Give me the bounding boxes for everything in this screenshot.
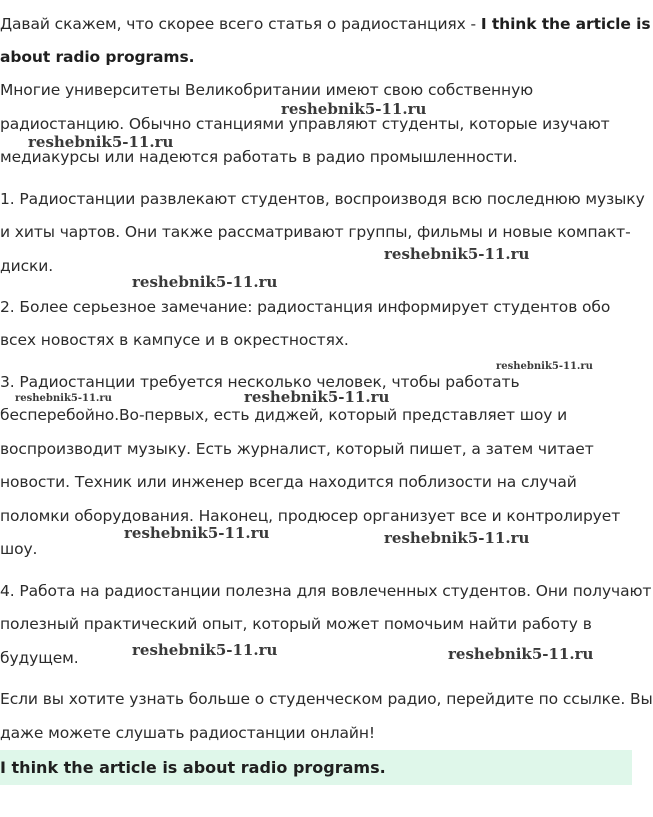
paragraph-line: 4. Работа на радиостанции полезна для вовлеченных студентов. Они получают [0,582,652,600]
paragraph-line: Если вы хотите узнать больше о студенческом радио, перейдите по ссылке. Вы [0,690,653,708]
paragraph-line: медиакурсы или надеются работать в радио промышленности. [0,148,518,166]
paragraph-line: и хиты чартов. Они также рассматривают группы, фильмы и новые компакт- [0,223,631,241]
paragraph-line: 2. Более серьезное замечание: радиостанция информирует студентов обо [0,298,611,316]
intro-line-1 [0,14,650,34]
watermark: reshebnik5-11.ru [15,393,112,404]
paragraph-line: всех новостях в кампусе и в окрестностях. [0,331,349,349]
intro-text: Давай скажем, что скорее всего статья о радиостанциях - [0,15,481,33]
paragraph-line: полезный практический опыт, который может помочьим найти работу в [0,615,592,633]
watermark: reshebnik5-11.ru [28,133,174,151]
watermark: reshebnik5-11.ru [132,641,278,659]
watermark: reshebnik5-11.ru [496,361,593,372]
answer-text: I think the article is about radio programs. [0,758,386,777]
paragraph-line: 3. Радиостанции требуется несколько человек, чтобы работать [0,373,520,391]
paragraph-line: будущем. [0,649,79,667]
watermark: reshebnik5-11.ru [244,388,390,406]
paragraph-line: Многие университеты Великобритании имеют свою собственную [0,81,534,99]
paragraph-line: новости. Техник или инженер всегда находится поблизости на случай [0,473,577,491]
paragraph-line: диски. [0,257,54,275]
paragraph-line: радиостанцию. Обычно станциями управляют студенты, которые изучают [0,115,610,133]
watermark: reshebnik5-11.ru [124,524,270,542]
watermark: reshebnik5-11.ru [132,273,278,291]
paragraph-line: воспроизводит музыку. Есть журналист, который пишет, а затем читает [0,440,594,458]
paragraph-line: поломки оборудования. Наконец, продюсер организует все и контролирует [0,507,621,525]
paragraph-line: бесперебойно.Во-первых, есть диджей, который представляет шоу и [0,406,568,424]
intro-answer-part2: about radio programs. [0,48,195,66]
paragraph-line: шоу. [0,540,38,558]
watermark: reshebnik5-11.ru [384,529,530,547]
watermark: reshebnik5-11.ru [448,645,594,663]
intro-answer-part1: I think the article is [480,15,651,33]
watermark: reshebnik5-11.ru [281,100,427,118]
paragraph-line: 1. Радиостанции развлекают студентов, воспроизводя всю последнюю музыку [0,190,645,208]
paragraph-line: даже можете слушать радиостанции онлайн! [0,724,376,742]
watermark: reshebnik5-11.ru [384,245,530,263]
